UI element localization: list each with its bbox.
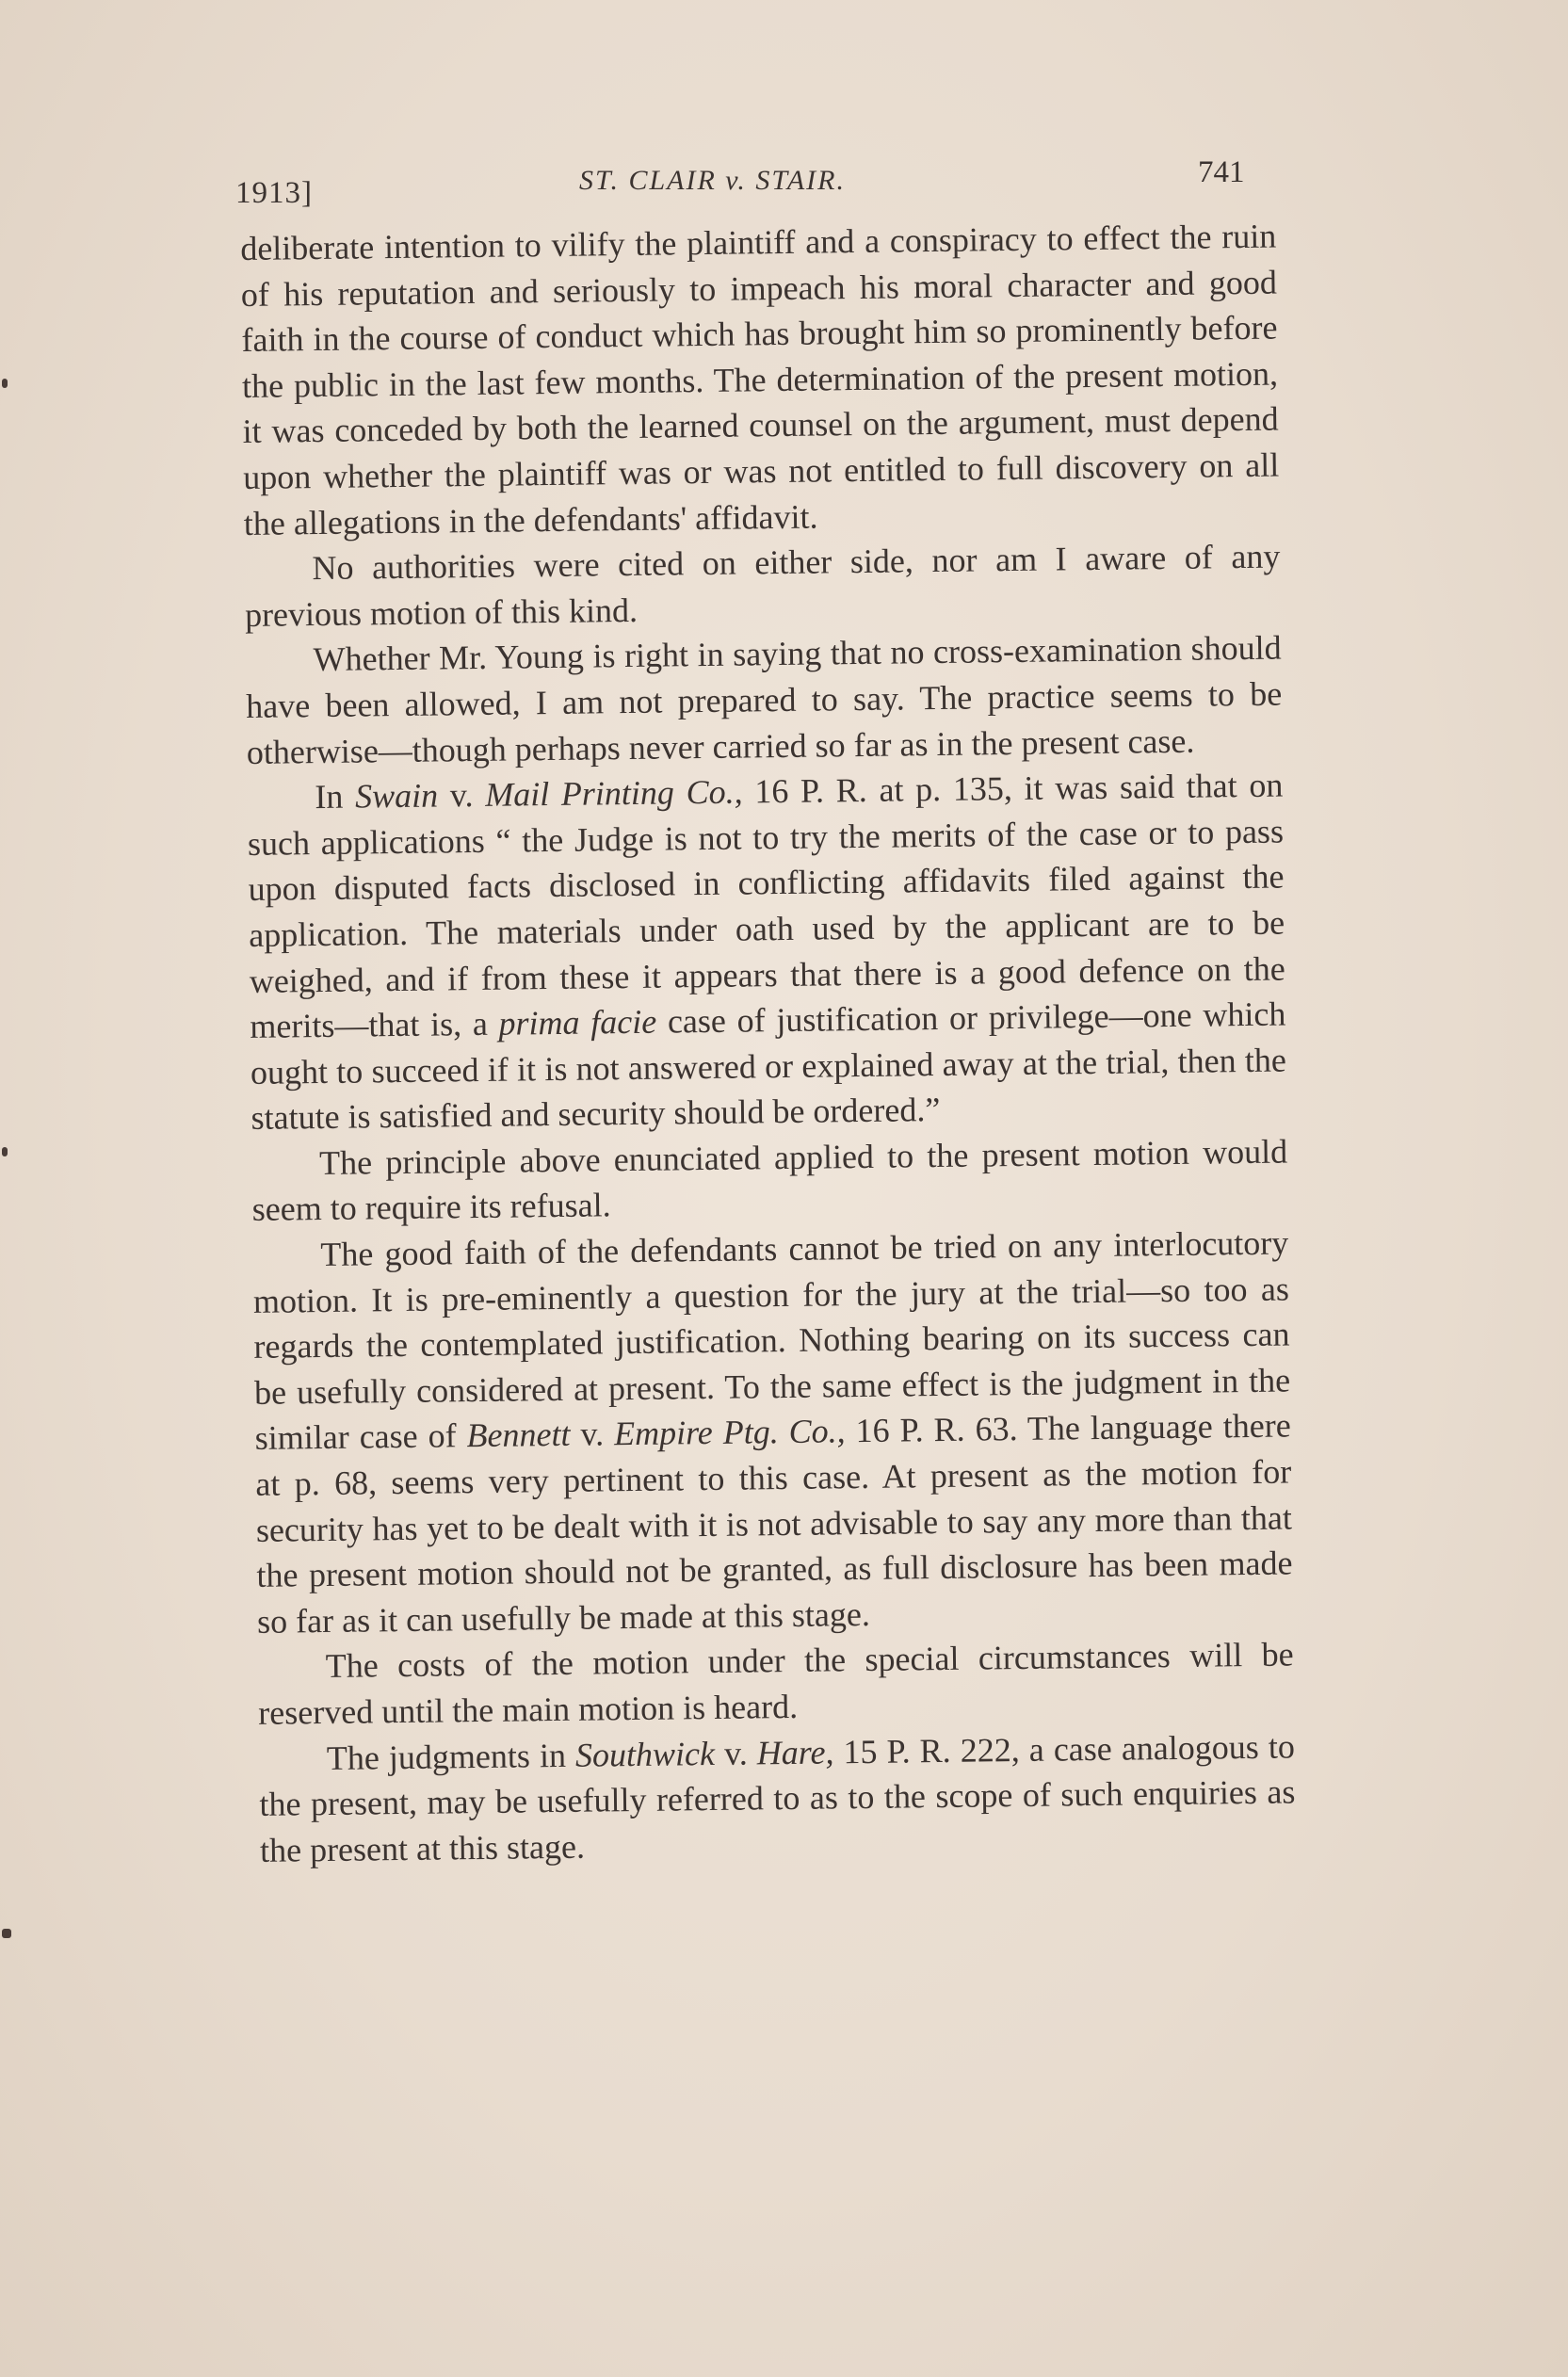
header-title: ST. CLAIR v. STAIR. xyxy=(579,165,846,196)
text-run: The judgments in xyxy=(326,1736,576,1777)
paragraph-good-faith xyxy=(252,1221,1293,1645)
body-text xyxy=(240,214,1296,1874)
case-party: Mail Printing Co., xyxy=(484,772,743,814)
case-party: Empire Ptg. Co., xyxy=(613,1412,846,1453)
paragraph-authorities: No authorities were cited on either side, nor am I aware of any previous motion of this kind. xyxy=(244,537,1281,634)
paragraph-continuation: deliberate intention to vilify the plaintiff and a conspiracy to effect the ruin of his reputation and seriously to impeach his moral character and good faith in the course of conduct which has brought him so prominently before the public in the last few months. The determination of the present motion, it was conceded by both the learned counsel on the argument, must depend upon whether the plaintiff was or was not entitled to full discovery on all the allegations in the defendants' affidavit. xyxy=(240,217,1280,542)
case-party: Bennett xyxy=(466,1415,571,1455)
text-run: case of justification or privilege—one which ought to succeed if it is not answered or explained away at the trial, then the statute is satisfied and security should be ordered.” xyxy=(250,994,1287,1138)
paragraph-southwick xyxy=(259,1723,1297,1873)
page-number: 741 xyxy=(1198,155,1245,189)
text-run: v. xyxy=(437,775,486,815)
text-run: v. xyxy=(714,1734,758,1772)
margin-mark xyxy=(2,1929,11,1938)
text-run: The good faith of the defendants cannot be tried on any interlocutory motion. It is pre-eminently a question for the jury at the trial—so too as regards the contemplated justification. Nothing bearing on its success can be usefully considered at present. To the same effect is the judgment in the similar case of xyxy=(252,1223,1291,1458)
paragraph-principle: The principle above enunciated applied to the present motion would seem to require its refusal. xyxy=(251,1132,1288,1229)
case-party: Southwick xyxy=(574,1734,716,1774)
header-year: 1913] xyxy=(235,176,313,210)
margin-mark xyxy=(2,379,8,388)
running-header xyxy=(235,155,1271,212)
case-party: Hare, xyxy=(756,1733,834,1772)
text-run: 16 P. R. 63. The language there at p. 68, seems very pertinent to this case. At present as the motion for security has yet to be dealt with it is not advisable to say any more than that the present motion should not be granted, as full disclosure has been made so far as it can usefully be made at this stage. xyxy=(255,1406,1293,1641)
paragraph-cross-examination: Whether Mr. Young is right in saying that no cross-examination should have been allowed, I am not prepared to say. The practice seems to be otherwise—though perhaps never carried so far as in the present case. xyxy=(245,628,1283,771)
text-run: 15 P. R. 222, a case analogous to the present, may be usefully referred to as to the scope of such enquiries as the present at this stage. xyxy=(259,1727,1296,1869)
text-run: 16 P. R. at p. 135, it was said that on such applications “ the Judge is not to try the merits of the case or to pass upon disputed facts disclosed in conflicting affidavits filed against the application. The materials under oath used by the applicant are to be weighed, and if from these it appears that there is a good defence on the merits—that is, a xyxy=(247,766,1285,1046)
margin-mark xyxy=(2,1147,8,1156)
paragraph-costs: The costs of the motion under the special circumstances will be reserved until the main motion is heard. xyxy=(258,1635,1294,1732)
latin-phrase: prima facie xyxy=(498,1002,657,1043)
text-run: v. xyxy=(570,1415,615,1454)
text-run: In xyxy=(315,777,356,817)
paragraph-swain-quote xyxy=(247,763,1287,1141)
case-party: Swain xyxy=(354,776,439,816)
